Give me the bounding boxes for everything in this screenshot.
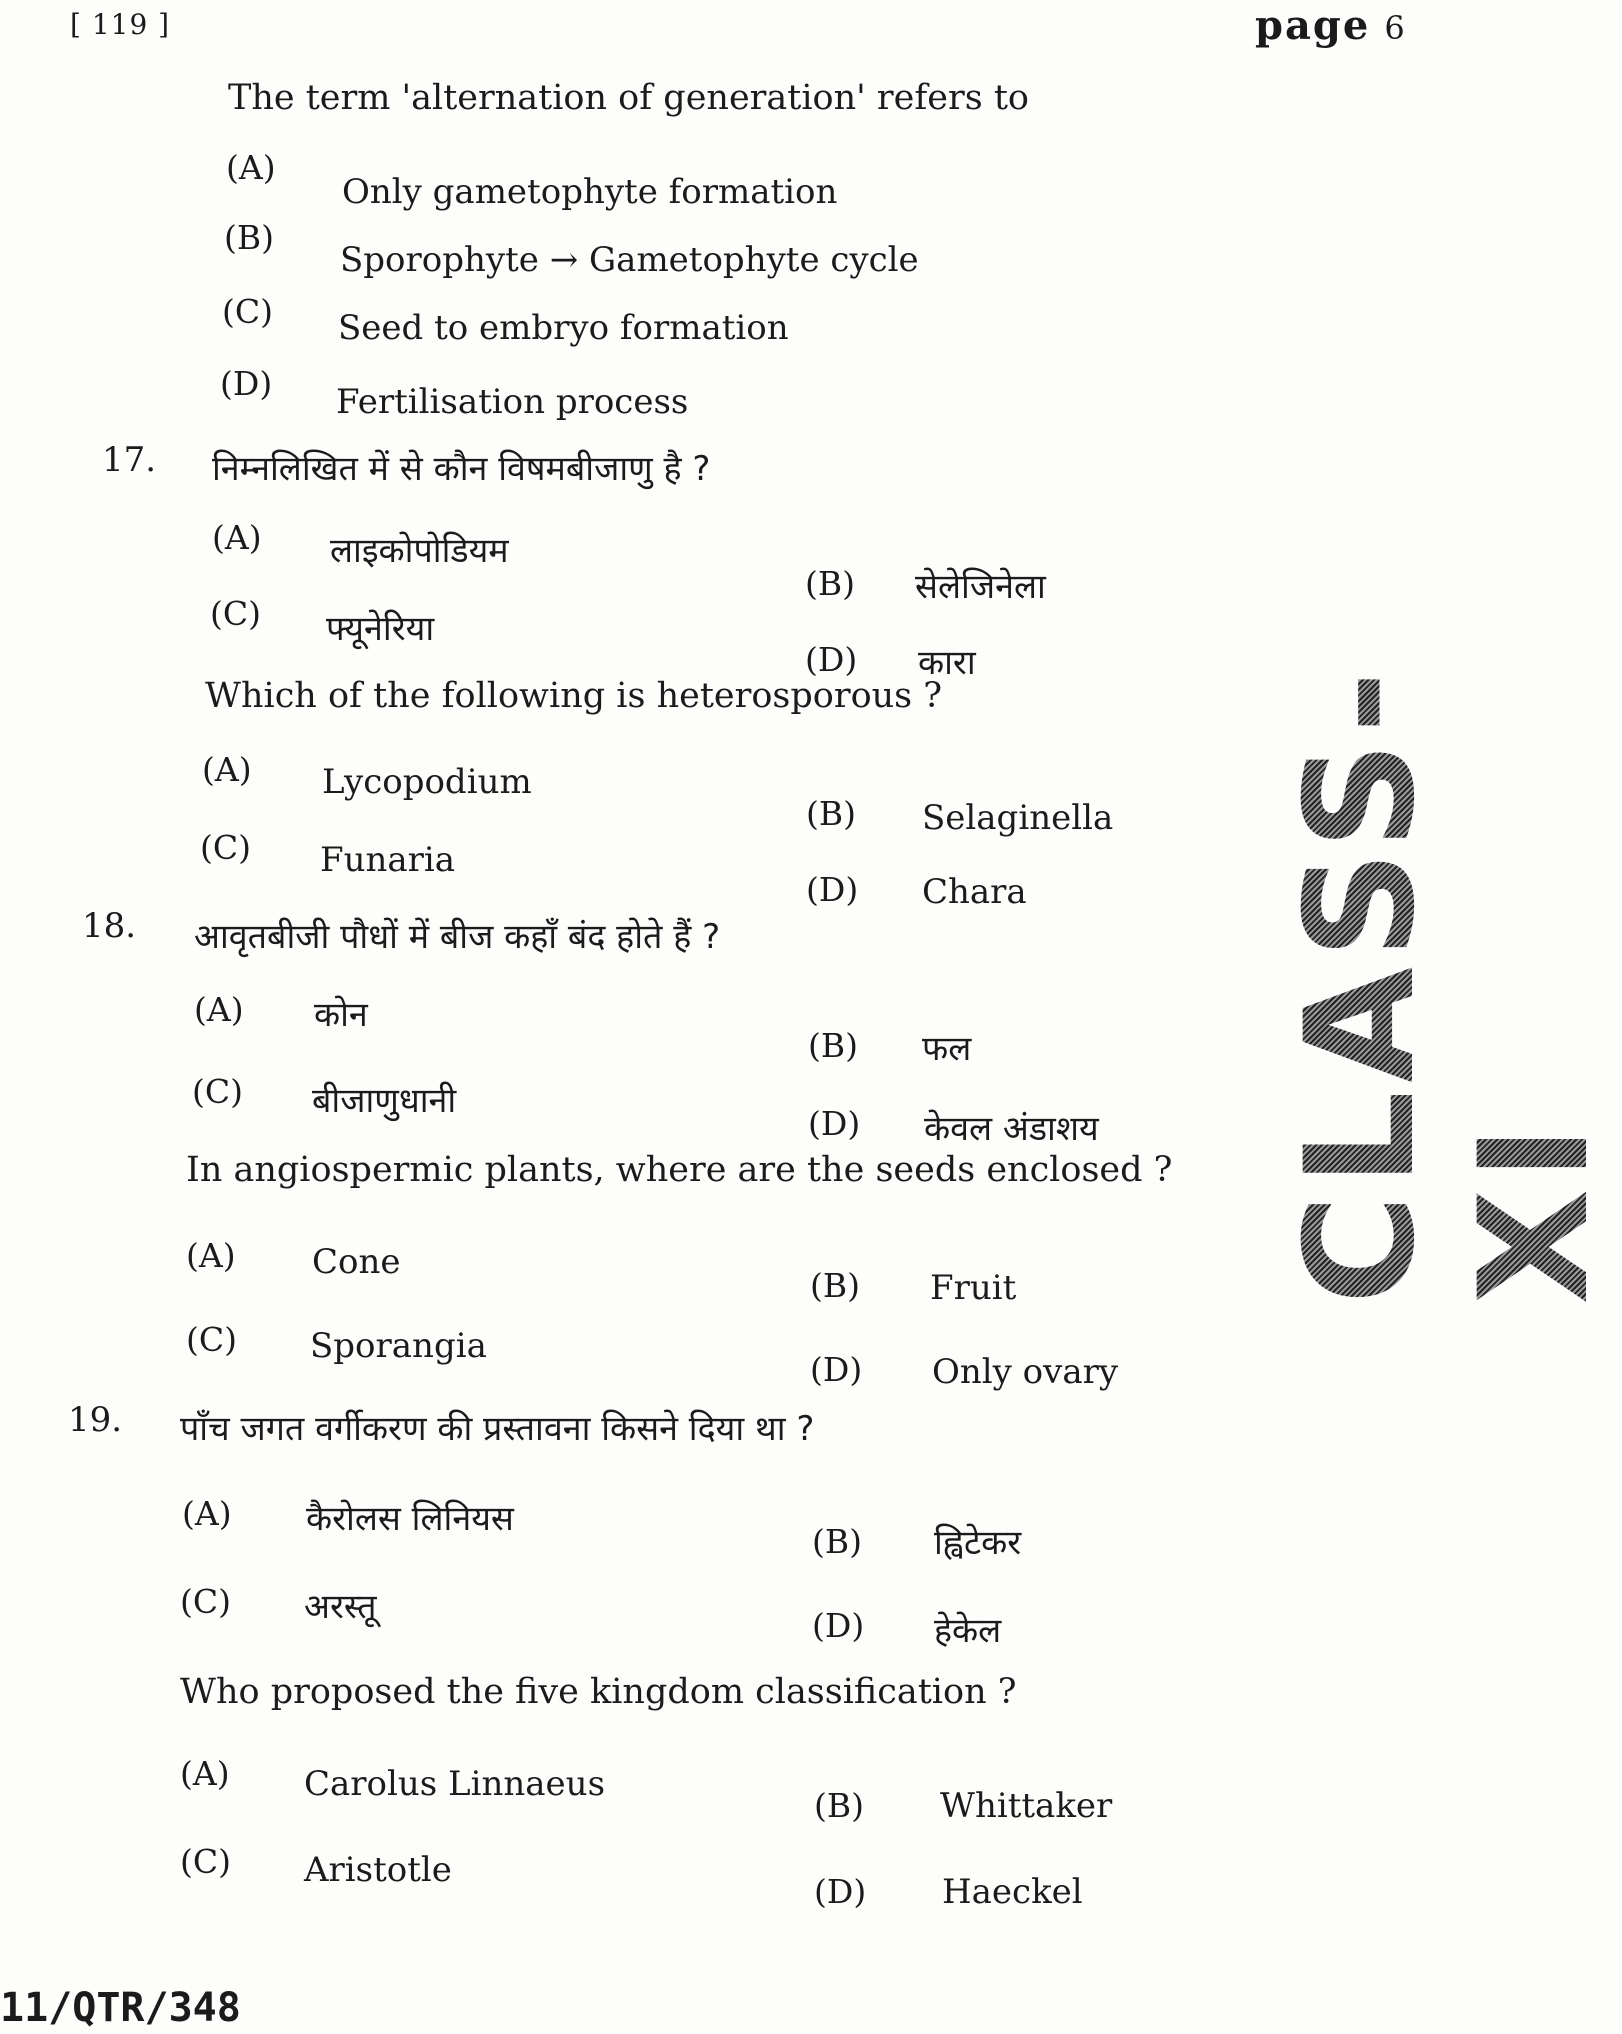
q18-en-opt-d-label: (D) — [810, 1350, 863, 1389]
q18-hi-opt-b-label: (B) — [808, 1026, 858, 1065]
q17-hi-opt-c-label: (C) — [210, 594, 261, 633]
q17-en-opt-c-label: (C) — [200, 828, 251, 867]
q17-hi-opt-b-label: (B) — [805, 564, 855, 603]
q18-hi-opt-a-text: कोन — [314, 995, 368, 1035]
q19-hi-opt-c-text: अरस्तू — [304, 1587, 377, 1627]
q18-hi-opt-d-label: (D) — [808, 1104, 861, 1143]
q17-en-opt-b-text: Selaginella — [922, 798, 1114, 838]
q16-opt-d-text: Fertilisation process — [336, 382, 689, 422]
q19-en-opt-d-label: (D) — [814, 1872, 867, 1911]
q19-hi-opt-b-text: ह्विटेकर — [934, 1523, 1022, 1563]
q17-hi-opt-d-text: कारा — [918, 643, 976, 683]
q18-en-opt-c-label: (C) — [186, 1320, 237, 1359]
q17-hi-opt-a-label: (A) — [212, 518, 262, 557]
q18-en-opt-c-text: Sporangia — [310, 1326, 487, 1366]
q16-opt-d-label: (D) — [220, 364, 273, 403]
q18-en-opt-d-text: Only ovary — [932, 1352, 1119, 1392]
q18-en-opt-a-label: (A) — [186, 1236, 236, 1275]
q16-opt-b-text: Sporophyte → Gametophyte cycle — [340, 240, 919, 280]
q18-hi-opt-a-label: (A) — [194, 990, 244, 1029]
q16-question-en: The term 'alternation of generation' refers to — [228, 78, 1029, 118]
q19-en-opt-b-text: Whittaker — [940, 1786, 1113, 1826]
q17-en-opt-d-label: (D) — [806, 870, 859, 909]
q17-en-opt-c-text: Funaria — [320, 840, 456, 880]
side-stamp — [1273, 410, 1622, 1570]
q19-en-opt-a-label: (A) — [180, 1754, 230, 1793]
q19-en-opt-a-text: Carolus Linnaeus — [304, 1764, 606, 1804]
q19-hi-opt-c-label: (C) — [180, 1582, 231, 1621]
q19-hi-opt-d-label: (D) — [812, 1606, 865, 1645]
q18-number: 18. — [82, 906, 137, 946]
q17-en-opt-d-text: Chara — [922, 872, 1027, 912]
q19-en-opt-b-label: (B) — [814, 1786, 864, 1825]
page-label: page — [1255, 2, 1371, 49]
q17-number: 17. — [102, 440, 157, 480]
q17-question-en: Which of the following is heterosporous ? — [205, 676, 943, 716]
q19-hi-opt-a-label: (A) — [182, 1494, 232, 1533]
q17-hi-opt-d-label: (D) — [805, 640, 858, 679]
q16-opt-b-label: (B) — [224, 218, 274, 257]
q17-hi-opt-b-text: सेलेजिनेला — [915, 567, 1046, 607]
q17-en-opt-b-label: (B) — [806, 794, 856, 833]
page-number — [1255, 2, 1407, 49]
q18-en-opt-b-label: (B) — [810, 1266, 860, 1305]
q17-hi-opt-c-text: फ्यूनेरिया — [326, 609, 435, 649]
q18-hi-opt-c-text: बीजाणुधानी — [312, 1081, 457, 1121]
q18-question-hi: आवृतबीजी पौधों में बीज कहाँ बंद होते हैं ? — [194, 917, 721, 957]
page-number-value: 6 — [1384, 9, 1407, 47]
page-bracket-number: [ 119 ] — [70, 8, 171, 41]
q19-hi-opt-b-label: (B) — [812, 1522, 862, 1561]
q19-en-opt-c-label: (C) — [180, 1842, 231, 1881]
q18-en-opt-b-text: Fruit — [930, 1268, 1017, 1308]
q19-hi-opt-d-text: हेकेल — [934, 1611, 1002, 1651]
q18-hi-opt-b-text: फल — [922, 1029, 972, 1069]
q19-number: 19. — [68, 1400, 123, 1440]
q19-question-hi: पाँच जगत वर्गीकरण की प्रस्तावना किसने दिया था ? — [180, 1409, 815, 1449]
paper-code: 11/QTR/348 — [0, 1985, 241, 2031]
q18-hi-opt-d-text: केवल अंडाशय — [924, 1109, 1099, 1149]
q19-question-en: Who proposed the five kingdom classification ? — [180, 1672, 1017, 1712]
q17-question-hi: निम्नलिखित में से कौन विषमबीजाणु है ? — [212, 449, 711, 489]
q16-opt-c-text: Seed to embryo formation — [338, 308, 789, 348]
q18-question-en: In angiospermic plants, where are the seeds enclosed ? — [186, 1150, 1173, 1190]
q19-en-opt-c-text: Aristotle — [304, 1850, 452, 1890]
q16-opt-c-label: (C) — [222, 292, 273, 331]
q16-opt-a-text: Only gametophyte formation — [342, 172, 838, 212]
q19-hi-opt-a-text: कैरोलस लिनियस — [306, 1499, 514, 1539]
q17-hi-opt-a-text: लाइकोपोडियम — [330, 531, 509, 571]
q19-en-opt-d-text: Haeckel — [942, 1872, 1083, 1912]
q18-en-opt-a-text: Cone — [312, 1242, 401, 1282]
q17-en-opt-a-text: Lycopodium — [322, 762, 532, 802]
q17-en-opt-a-label: (A) — [202, 750, 252, 789]
q18-hi-opt-c-label: (C) — [192, 1072, 243, 1111]
q16-opt-a-label: (A) — [226, 148, 276, 187]
side-stamp-text: CLASS-XI — [1273, 663, 1622, 1305]
